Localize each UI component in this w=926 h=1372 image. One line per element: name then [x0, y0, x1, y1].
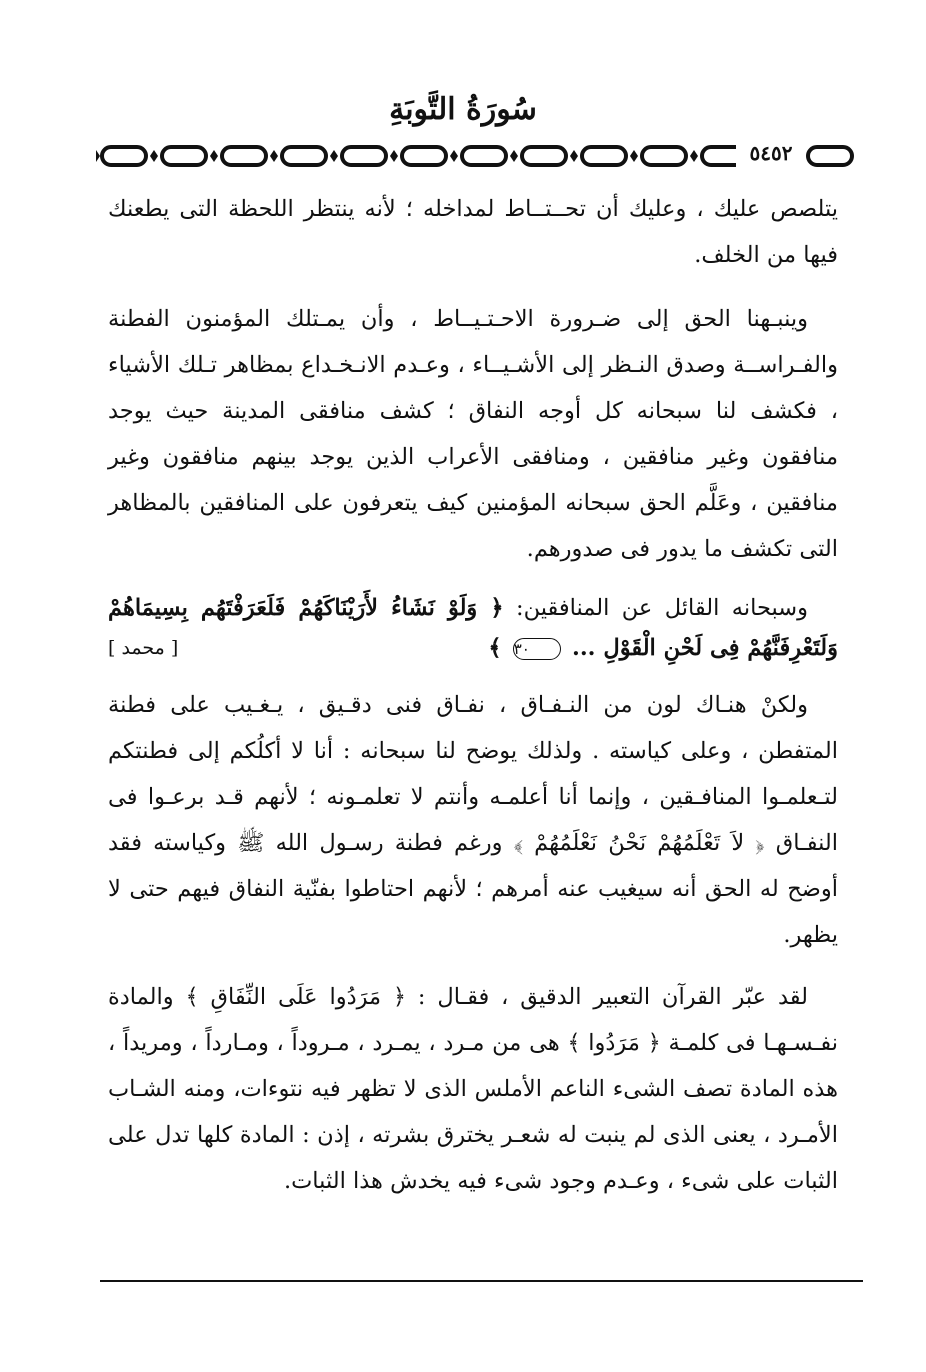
- paragraph-4: ولكنْ هنـاك لون من النـفـاق ، نفـاق فنى دقـيق ، يـغـيب على فطنة المتفطن ، وعلى كياسته . ولذلك يوضح لنا سبحانه : أنا لا أكلُكم إلى فطنتكم لتـعلمـوا المنافـقين ، وإنما أنا أعلمـه وأنتم لا تعلمـونه ؛ لأنهم قـد برعـوا فى النفـاق ﴿ لاَ تَعْلَمُهُمْ نَحْنُ نَعْلَمُهُمْ ﴾ ورغم فطنة رسـول الله ﷺ وكياسته فقد أوضح له الحق أنه سيغيب عنه أمرهم ؛ لأنهم احتاطوا بفنّية النفاق فيهم حتى لا يظهر.: [108, 692, 838, 948]
- page-number: ٥٤٥٢: [736, 138, 806, 168]
- surah-title: سُورَةُ التَّوبَةِ: [389, 92, 537, 127]
- page-body: [108, 186, 838, 1220]
- quran-intro-text: وسبحانه القائل عن المنافقين:: [515, 595, 808, 621]
- verse-number-badge: ٣٠: [513, 638, 561, 660]
- quran-verse-close: ﴾: [488, 635, 502, 661]
- quran-verse-text: ﴿ وَلَوْ نَشَاءُ لأَرَيْنَاكَهُمْ فَلَعَرَفْتَهُم بِسِيمَاهُمْ وَلَتَعْرِفَنَّهُمْ فِى لَحْنِ الْقَوْلِ ...: [108, 595, 838, 661]
- paragraph-3-quran-citation: [108, 588, 838, 668]
- footer-divider: [100, 1280, 863, 1282]
- paragraph-1: يتلصص عليك ، وعليك أن تحــتــاط لمداخله ؛ لأنه ينتظر اللحظة التى يطعنك فيها من الخلف.: [108, 196, 838, 268]
- paragraph-5: لقد عبّر القرآن التعبير الدقيق ، فقـال : ﴿ مَرَدُوا عَلَى النِّفَاقِ ﴾ والمادة نفـسـهـا فى كلمـة ﴿ مَرَدُوا ﴾ هى من مـرد ، يمـرد ، مـروداً ، ومـارداً ، ومريداً ، هذه المادة تصف الشىء الناعم الأملس الذى لا تظهر فيه نتوءات، ومنه الشـاب الأمـرد ، يعنى الذى لم ينبت له شعـر يخترق بشرته ، إذن : المادة كلها تدل على الثبات على شىء ، وعـدم وجود شىء فيه يخدش هذا الثبات.: [108, 984, 838, 1194]
- surah-reference: [ محمد ]: [108, 637, 179, 659]
- paragraph-2: وينبـهنا الحق إلى ضـرورة الاحـتـيــاط ، وأن يمـتلك المؤمنون الفطنة والفـراســة وصدق النـظر إلى الأشـيــاء ، وعـدم الانـخـداع بمظاهر تـلك الأشياء ، فكشف لنا سبحانه كل أوجه النفاق ؛ كشف منافقى المدينة حيث يوجد منافقون وغير منافقين ، ومنافقى الأعراب الذين يوجد بينهم منافقون وغير منافقين ، وعَلَّم الحق سبحانه المؤمنين كيف يتعرفون على المنافقين بالمظاهر التى تكشف ما يدور فى صدورهم.: [108, 306, 838, 562]
